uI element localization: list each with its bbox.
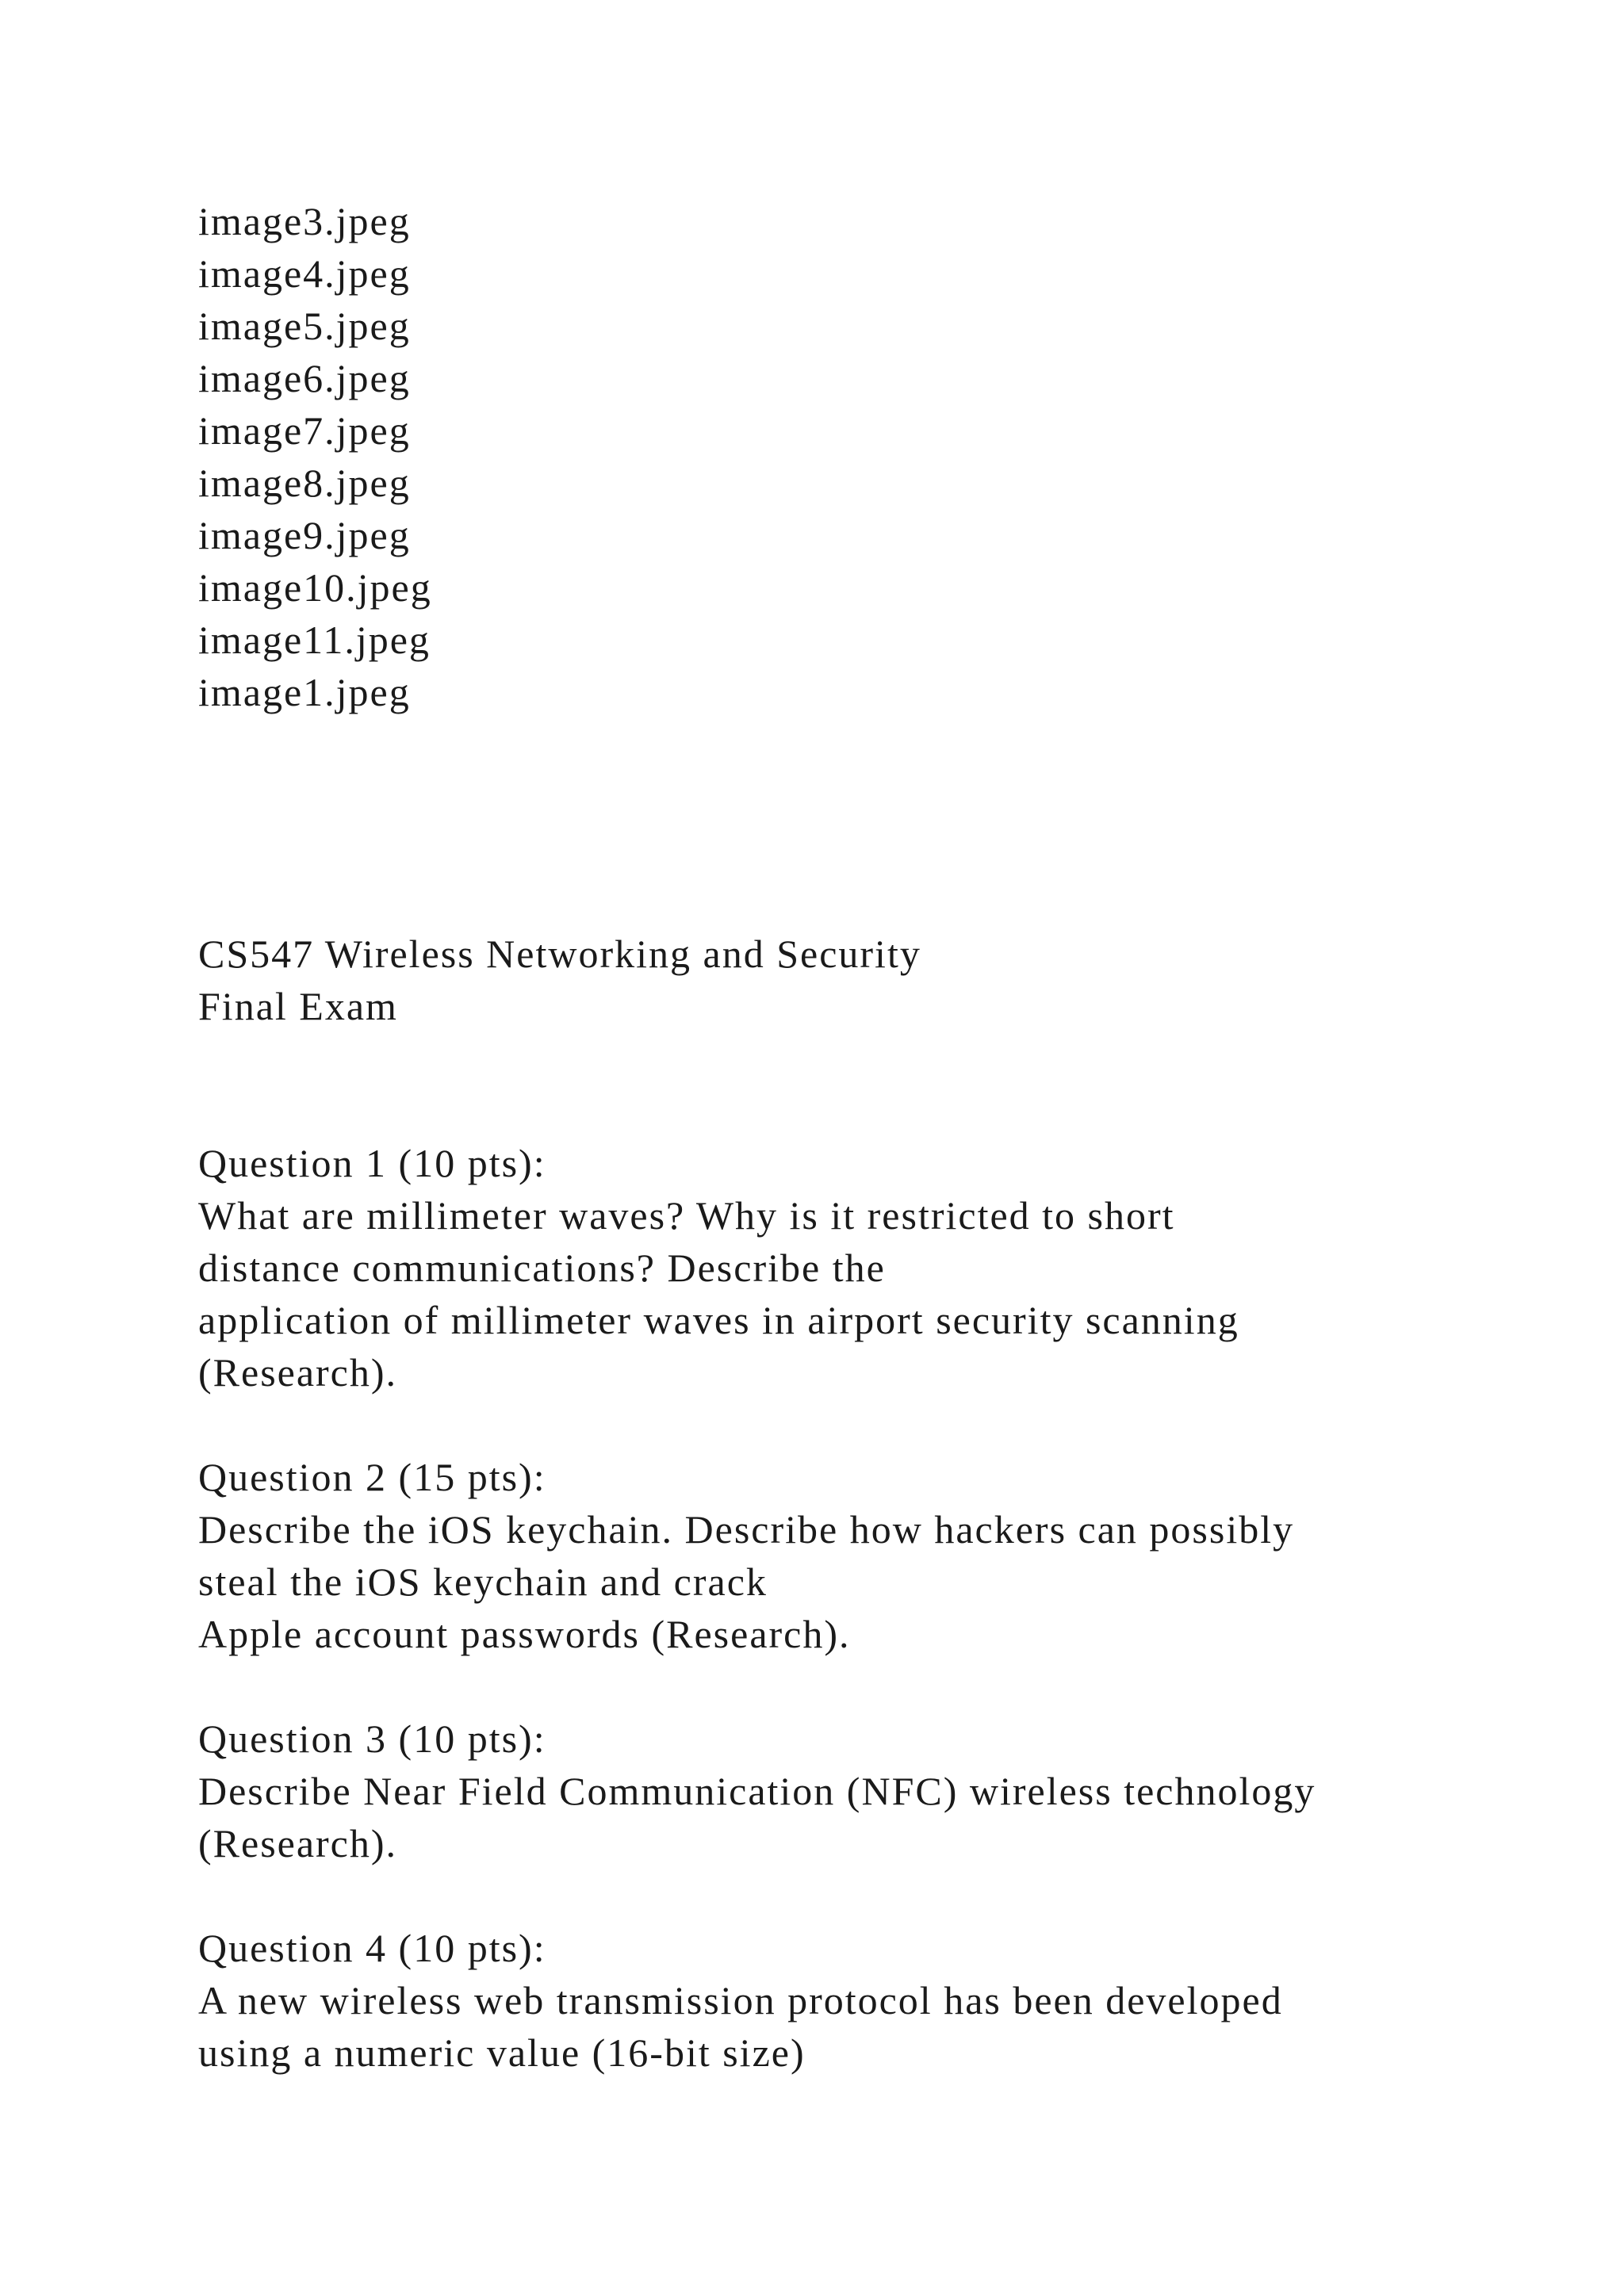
question-text-line: using a numeric value (16-bit size) xyxy=(198,2030,806,2075)
exam-header xyxy=(198,928,1546,1032)
spacer xyxy=(198,1869,1546,1922)
question-text-line: Describe Near Field Communication (NFC) wireless technology xyxy=(198,1769,1316,1813)
file-list-item: image3.jpeg xyxy=(198,199,411,243)
question-text-line: distance communications? Describe the xyxy=(198,1246,886,1290)
question-text-line: Apple account passwords (Research). xyxy=(198,1612,851,1656)
question-heading: Question 2 (15 pts): xyxy=(198,1455,546,1499)
spacer xyxy=(198,1660,1546,1712)
question-4 xyxy=(198,1922,1546,2079)
file-list-item: image7.jpeg xyxy=(198,408,411,453)
question-text-line: (Research). xyxy=(198,1350,398,1395)
question-2 xyxy=(198,1451,1546,1660)
course-title: CS547 Wireless Networking and Security xyxy=(198,932,921,976)
spacer xyxy=(198,1399,1546,1451)
spacer xyxy=(198,1032,1546,1137)
question-text-line: What are millimeter waves? Why is it restricted to short xyxy=(198,1193,1175,1238)
exam-title: Final Exam xyxy=(198,984,398,1028)
question-text-line: steal the iOS keychain and crack xyxy=(198,1559,768,1604)
question-text-line: Describe the iOS keychain. Describe how hackers can possibly xyxy=(198,1507,1295,1552)
file-list-item: image1.jpeg xyxy=(198,670,411,714)
file-list-item: image6.jpeg xyxy=(198,356,411,400)
file-list-item: image5.jpeg xyxy=(198,304,411,348)
question-text-line: A new wireless web transmission protocol has been developed xyxy=(198,1978,1283,2022)
file-list-item: image8.jpeg xyxy=(198,461,411,505)
document-body xyxy=(198,195,1546,2079)
question-3 xyxy=(198,1712,1546,1869)
question-1 xyxy=(198,1137,1546,1399)
file-list-item: image4.jpeg xyxy=(198,251,411,296)
file-list-item: image10.jpeg xyxy=(198,565,432,610)
question-heading: Question 3 (10 pts): xyxy=(198,1716,546,1761)
file-list-item: image11.jpeg xyxy=(198,618,431,662)
question-text-line: application of millimeter waves in airport security scanning xyxy=(198,1298,1239,1342)
file-list-item: image9.jpeg xyxy=(198,513,411,557)
question-heading: Question 4 (10 pts): xyxy=(198,1926,546,1970)
image-file-list xyxy=(198,195,1546,718)
spacer xyxy=(198,718,1546,928)
question-text-line: (Research). xyxy=(198,1821,398,1866)
question-heading: Question 1 (10 pts): xyxy=(198,1141,546,1185)
